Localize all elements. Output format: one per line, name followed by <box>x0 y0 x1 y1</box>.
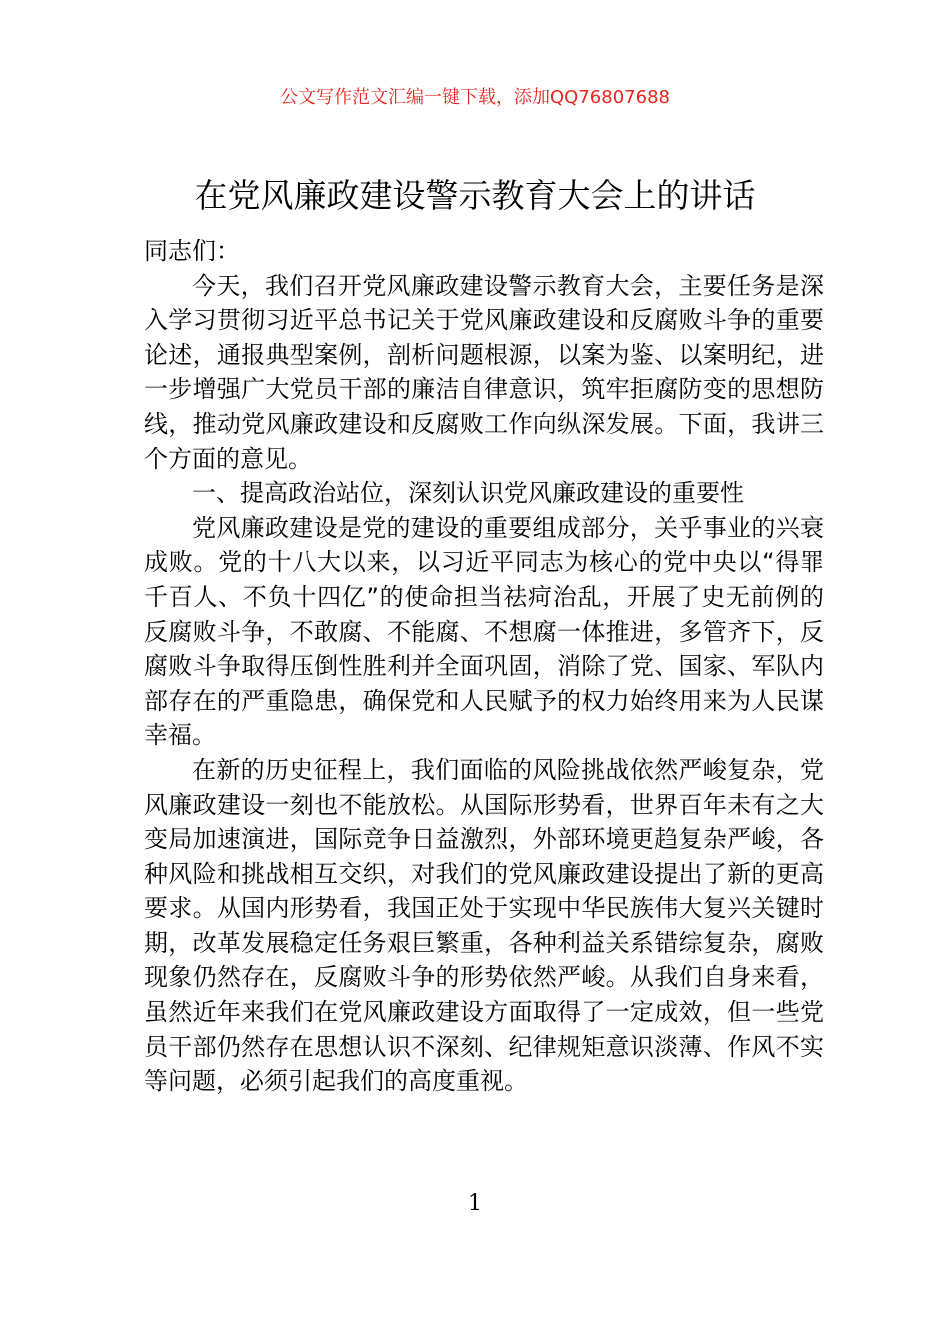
download-notice: 公文写作范文汇编一键下载，添加QQ76807688 <box>280 87 670 108</box>
salutation: 同志们： <box>144 237 240 265</box>
page-number: 1 <box>468 1191 482 1216</box>
paragraph-situation: 在新的历史征程上，我们面临的风险挑战依然严峻复杂，党风廉政建设一刻也不能放松。从国际形势看，世界百年未有之大变局加速演进，国际竞争日益激烈，外部环境更趋复杂严峻，各种风险和挑战相互交织，对我们的党风廉政建设提出了新的更高要求。从国内形势看，我国正处于实现中华民族伟大复兴关键时期，改革发展稳定任务艰巨繁重，各种利益关系错综复杂，腐败现象仍然存在，反腐败斗争的形势依然严峻。从我们自身来看，虽然近年来我们在党风廉政建设方面取得了一定成效，但一些党员干部仍然存在思想认识不深刻、纪律规矩意识淡薄、作风不实等问题，必须引起我们的高度重视。 <box>144 755 824 1096</box>
paragraph-importance: 党风廉政建设是党的建设的重要组成部分，关乎事业的兴衰成败。党的十八大以来，以习近平同志为核心的党中央以“得罪千百人、不负十四亿”的使命担当祛疴治乱，开展了史无前例的反腐败斗争，不敢腐、不能腐、不想腐一体推进，多管齐下，反腐败斗争取得压倒性胜利并全面巩固，消除了党、国家、军队内部存在的严重隐患，确保党和人民赋予的权力始终用来为人民谋幸福。 <box>144 513 824 750</box>
document-body <box>144 234 824 1099</box>
paragraph-intro: 今天，我们召开党风廉政建设警示教育大会，主要任务是深入学习贯彻习近平总书记关于党风廉政建设和反腐败斗争的重要论述，通报典型案例，剖析问题根源，以案为鉴、以案明纪，进一步增强广大党员干部的廉洁自律意识，筑牢拒腐防变的思想防线，推动党风廉政建设和反腐败工作向纵深发展。下面，我讲三个方面的意见。 <box>144 271 824 473</box>
section-heading-1: 一、提高政治站位，深刻认识党风廉政建设的重要性 <box>192 479 744 508</box>
document-title: 在党风廉政建设警示教育大会上的讲话 <box>194 176 756 215</box>
